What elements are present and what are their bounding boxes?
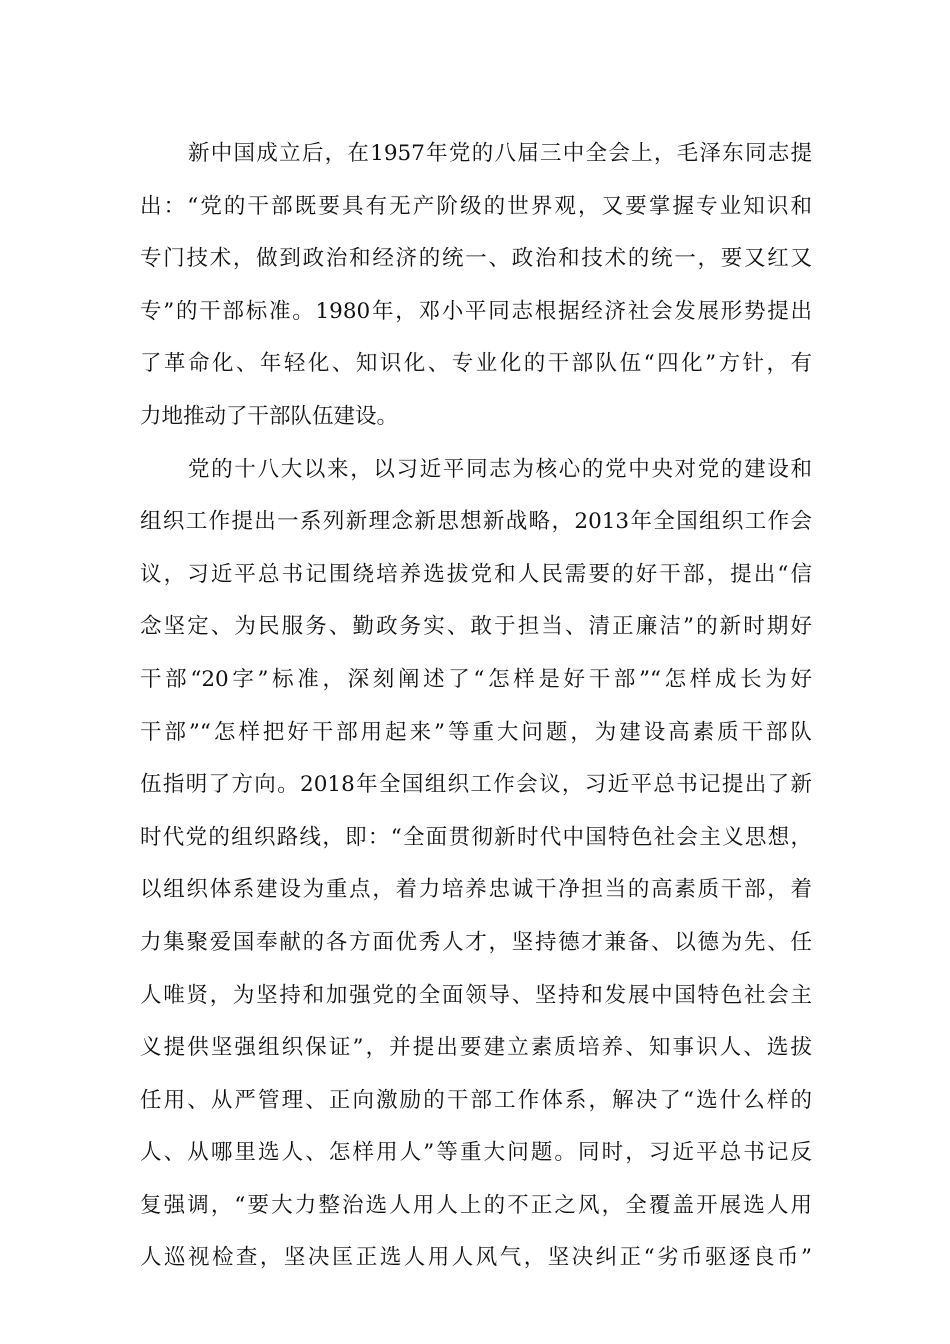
body-text: [140, 128, 812, 1285]
paragraph-2-line-4: 念坚定、为民服务、勤政务实、敢于担当、清正廉洁”的新时期好: [140, 614, 812, 640]
paragraph-2-line-1: 党的十八大以来，以习近平同志为核心的党中央对党的建设和: [188, 456, 812, 482]
paragraph-1-line-6: 力地推动了干部队伍建设。: [140, 403, 399, 429]
paragraph-2-line-3: 议，习近平总书记围绕培养选拔党和人民需要的好干部，提出“信: [140, 561, 812, 587]
paragraph-2-line-7: 伍指明了方向。2018年全国组织工作会议，习近平总书记提出了新: [140, 772, 812, 798]
paragraph-2-line-10: 力集聚爱国奉献的各方面优秀人才，坚持德才兼备、以德为先、任: [140, 929, 812, 955]
paragraph-2-line-15: 复强调，“要大力整治选人用人上的不正之风，全覆盖开展选人用: [140, 1192, 812, 1218]
paragraph-2-line-2: 组织工作提出一系列新理念新思想新战略，2013年全国组织工作会: [140, 509, 812, 535]
paragraph-2-line-14: 人、从哪里选人、怎样用人”等重大问题。同时，习近平总书记反: [140, 1140, 812, 1166]
paragraph-2-line-8: 时代党的组织路线，即：“全面贯彻新时代中国特色社会主义思想，: [140, 824, 812, 850]
paragraph-1-line-2: 出：“党的干部既要具有无产阶级的世界观，又要掌握专业知识和: [140, 193, 812, 219]
paragraph-2-line-9: 以组织体系建设为重点，着力培养忠诚干净担当的高素质干部，着: [140, 877, 812, 903]
paragraph-1-line-4: 专”的干部标准。1980年，邓小平同志根据经济社会发展形势提出: [140, 298, 812, 324]
paragraph-1-line-1: 新中国成立后，在1957年党的八届三中全会上，毛泽东同志提: [188, 141, 812, 166]
paragraph-2-line-13: 任用、从严管理、正向激励的干部工作体系，解决了“选什么样的: [140, 1087, 812, 1113]
paragraph-2-line-11: 人唯贤，为坚持和加强党的全面领导、坚持和发展中国特色社会主: [140, 982, 812, 1008]
paragraph-2-line-5: 干部“20字”标准，深刻阐述了“怎样是好干部”“怎样成长为好: [140, 666, 812, 692]
paragraph-2-line-6: 干部”“怎样把好干部用起来”等重大问题，为建设高素质干部队: [140, 719, 812, 745]
paragraph-2-line-16: 人巡视检查，坚决匡正选人用人风气，坚决纠正“劣币驱逐良币”: [140, 1245, 812, 1271]
paragraph-2-line-12: 义提供坚强组织保证”，并提出要建立素质培养、知事识人、选拔: [140, 1035, 812, 1061]
paragraph-1-line-3: 专门技术，做到政治和经济的统一、政治和技术的统一，要又红又: [140, 246, 812, 272]
paragraph-1-line-5: 了革命化、年轻化、知识化、专业化的干部队伍“四化”方针，有: [140, 351, 812, 377]
